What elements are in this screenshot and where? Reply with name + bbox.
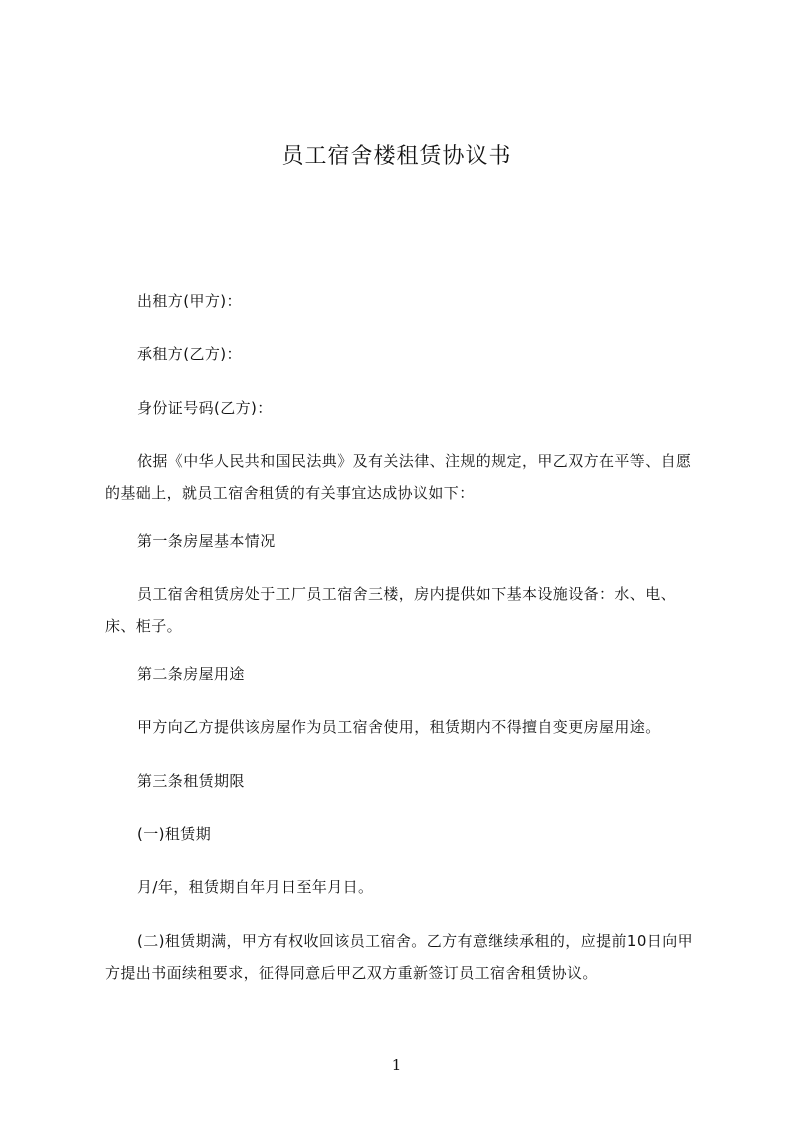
lease-period-body: 月/年，租赁期自年月日至年月日。 — [137, 878, 374, 896]
page-number: 1 — [391, 1056, 402, 1074]
lease-period-heading: (一)租赁期 — [137, 825, 212, 843]
lease-expiry-clause: (二)租赁期满，甲方有权收回该员工宿舍。乙方有意继续承租的，应提前10日向甲方提出书面续租要求，征得同意后甲乙双方重新签订员工宿舍租赁协议。 — [105, 932, 693, 982]
article-3-heading: 第三条租赁期限 — [137, 772, 245, 790]
article-2-body: 甲方向乙方提供该房屋作为员工宿舍使用，租赁期内不得擅自变更房屋用途。 — [137, 718, 661, 736]
article-1-heading: 第一条房屋基本情况 — [137, 532, 276, 550]
preamble-paragraph: 依据《中华人民共和国民法典》及有关法律、注规的规定，甲乙双方在平等、自愿的基础上，就员工宿舍租赁的有关事宜达成协议如下： — [105, 452, 692, 502]
article-1-body: 员工宿舍租赁房处于工厂员工宿舍三楼，房内提供如下基本设施设备：水、电、床、柜子。 — [105, 585, 677, 635]
lessee-id-line: 身份证号码(乙方)： — [137, 399, 273, 417]
lessor-line: 出租方(甲方)： — [137, 292, 242, 310]
article-2-heading: 第二条房屋用途 — [137, 665, 245, 683]
lessee-line: 承租方(乙方)： — [137, 345, 242, 363]
document-title: 员工宿舍楼租赁协议书 — [281, 144, 512, 169]
